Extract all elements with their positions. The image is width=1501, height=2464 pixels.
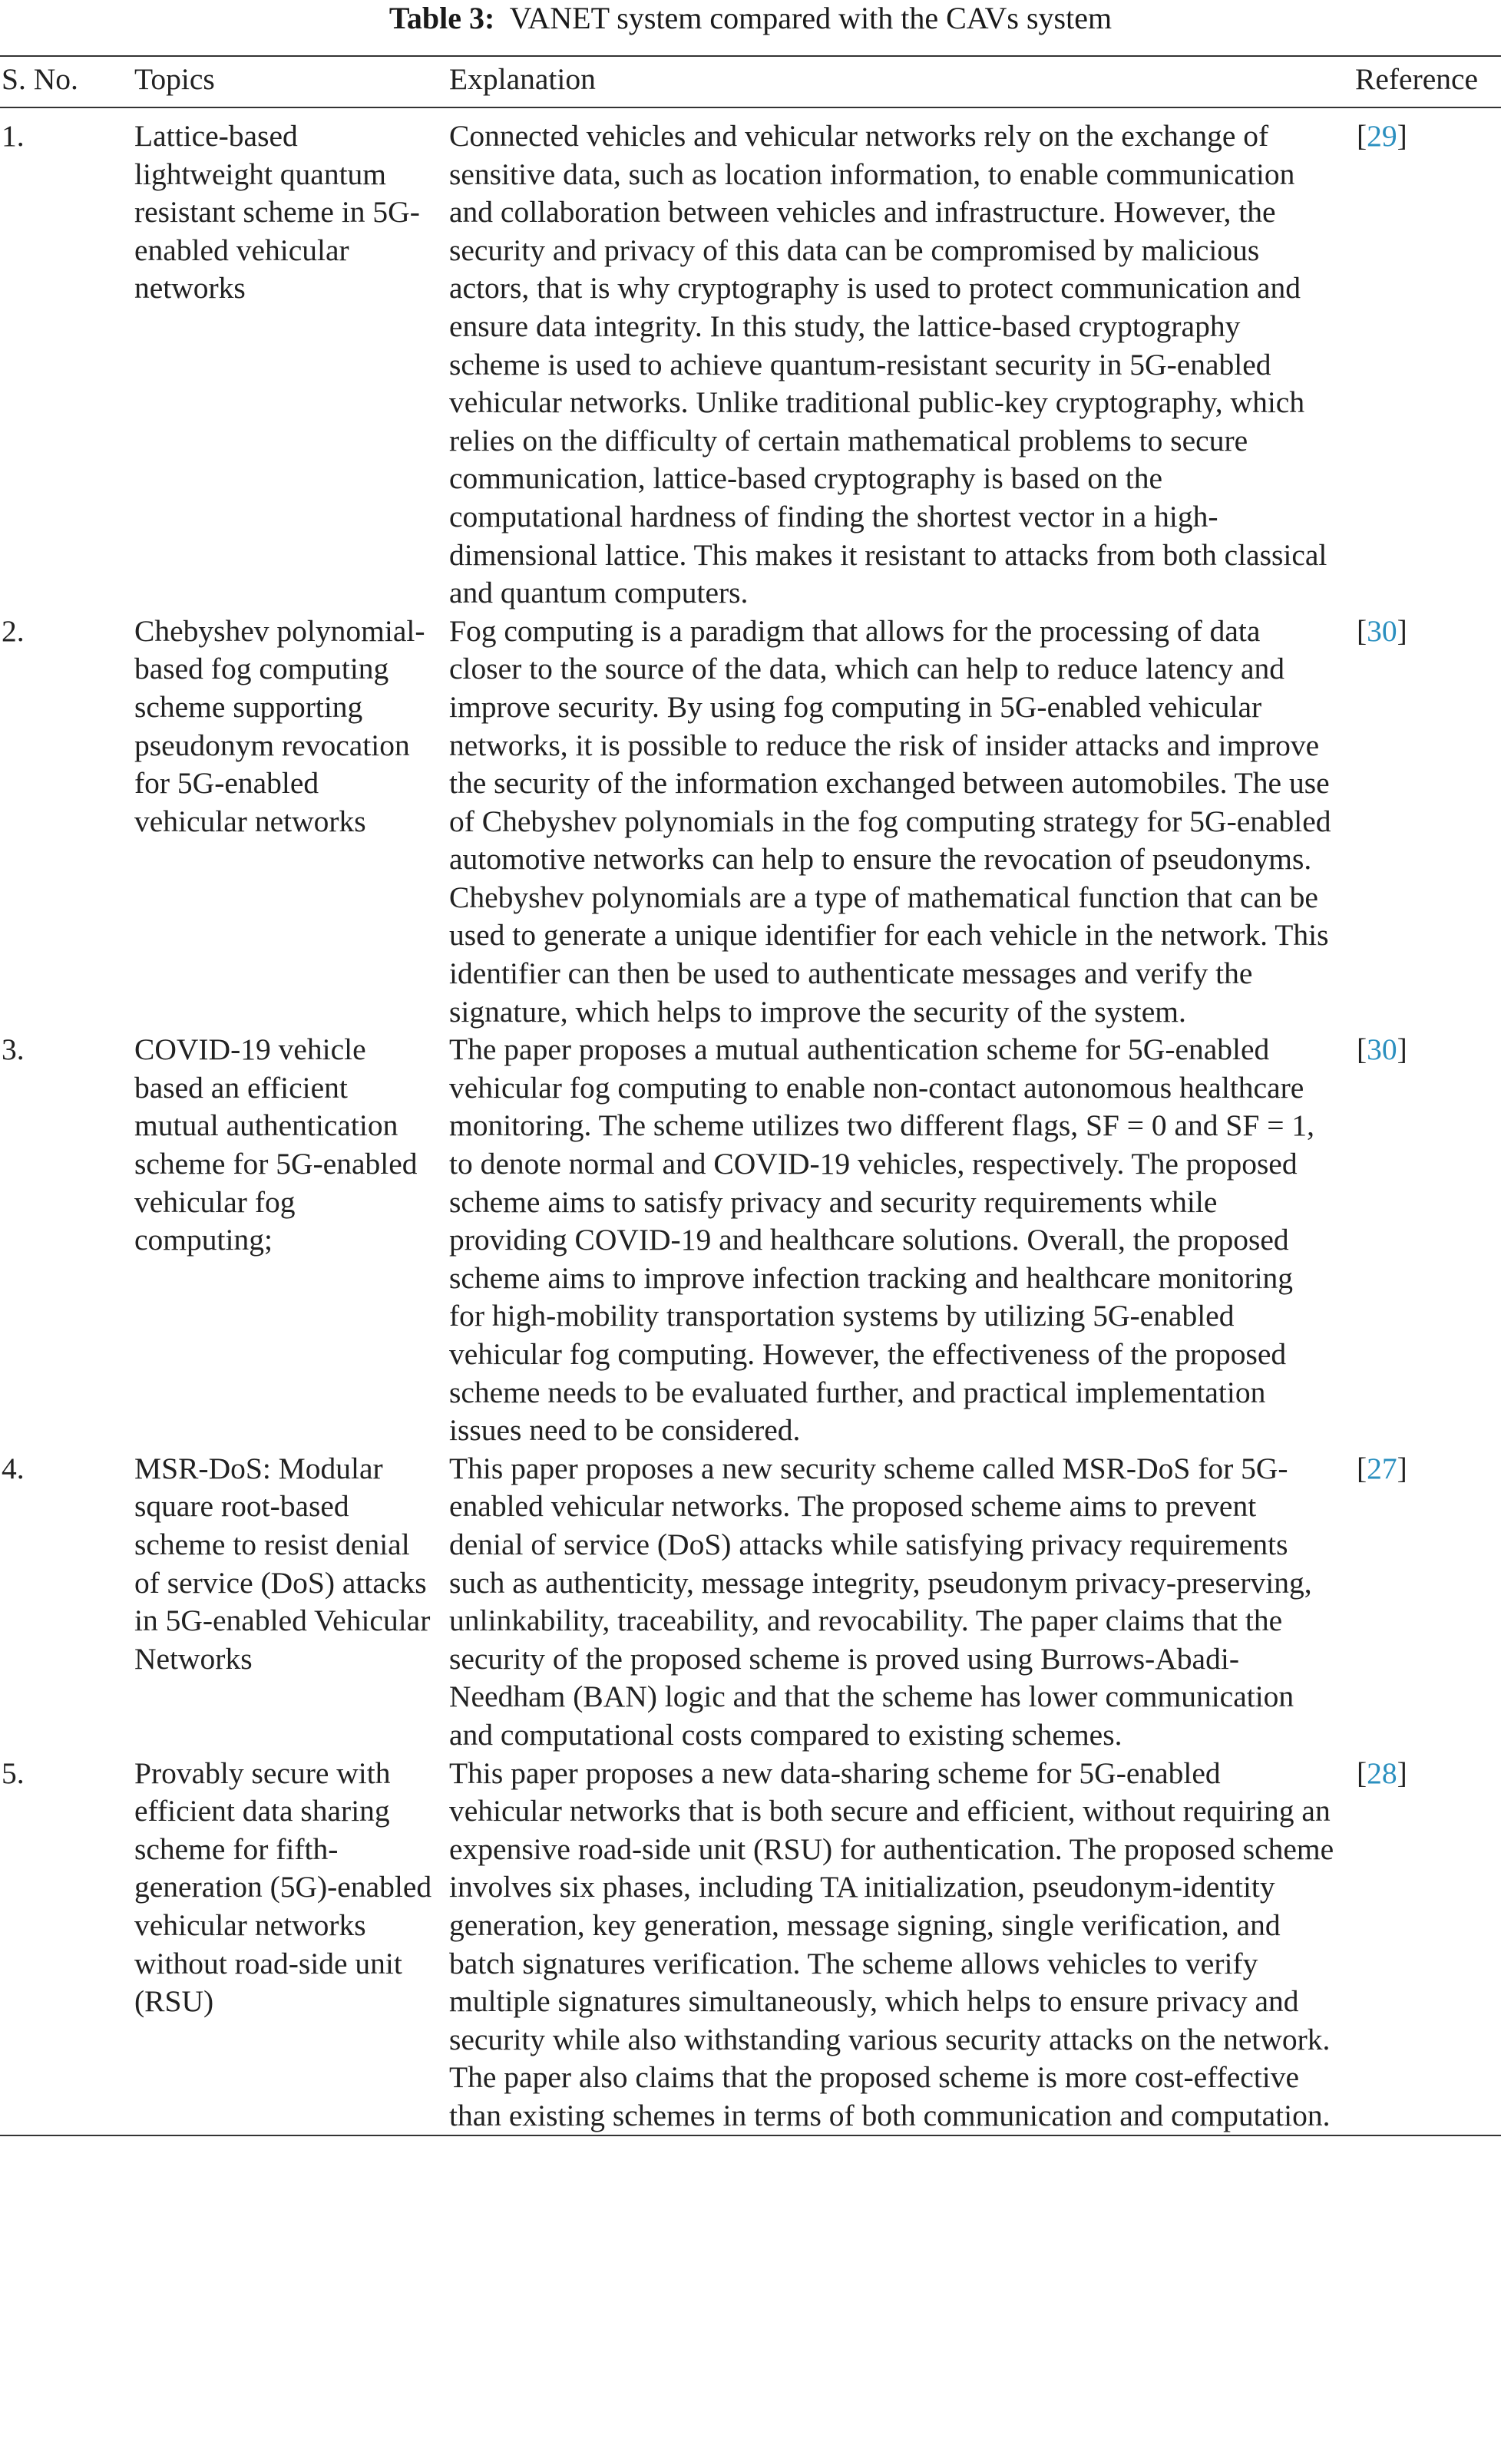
row-number: 2.	[2, 613, 25, 648]
column-header-explanation: Explanation	[449, 62, 596, 96]
row-topic: MSR-DoS: Modular square root-based scheme to resist denial of service (DoS) attacks in 5G-enabled Vehicular Networks	[134, 1451, 431, 1676]
row-reference: [29]	[1357, 119, 1407, 153]
reference-link[interactable]: 29	[1367, 119, 1397, 153]
column-header-topics: Topics	[134, 62, 215, 96]
row-explanation: Fog computing is a paradigm that allows for the processing of data closer to the source of the data, which can help to reduce latency and improve security. By using fog computing in 5G-enabled vehicular networks, it is possible to reduce the risk of insider attacks and improve the security of the information exchanged between automobiles. The use of Chebyshev polynomials in the fog computing strategy for 5G-enabled automotive networks can help to ensure the revocation of pseudonyms. Chebyshev polynomials are a type of mathematical function that can be used to generate a unique identifier for each vehicle in the network. This identifier can then be used to authenticate messages and verify the signature, which helps to improve the security of the system.	[449, 613, 1331, 1029]
table-row	[0, 107, 1501, 613]
reference-link[interactable]: 28	[1367, 1756, 1397, 1790]
row-explanation: Connected vehicles and vehicular networks rely on the exchange of sensitive data, such as location information, to enable communication and collaboration between vehicles and infrastructure. However, the security and privacy of this data can be compromised by malicious actors, that is why cryptography is used to protect communication and ensure data integrity. In this study, the lattice-based cryptography scheme is used to achieve quantum-resistant security in 5G-enabled vehicular networks. Unlike traditional public-key cryptography, which relies on the difficulty of certain mathematical problems to secure communication, lattice-based cryptography is based on the computational hardness of finding the shortest vector in a high-dimensional lattice. This makes it resistant to attacks from both classical and quantum computers.	[449, 119, 1327, 610]
row-explanation: This paper proposes a new data-sharing scheme for 5G-enabled vehicular networks that is both secure and efficient, without requiring an expensive road-side unit (RSU) for authentication. The proposed scheme involves six phases, including TA initialization, pseudonym-identity generation, key generation, message signing, single verification, and batch signatures verification. The scheme allows vehicles to verify multiple signatures simultaneously, which helps to ensure privacy and security while also withstanding various security attacks on the network. The paper also claims that the proposed scheme is more cost-effective than existing schemes in terms of both communication and computation.	[449, 1756, 1334, 2132]
row-topic: Lattice-based lightweight quantum resistant scheme in 5G-enabled vehicular networks	[134, 119, 420, 306]
row-reference: [30]	[1357, 1032, 1407, 1067]
row-reference: [30]	[1357, 613, 1407, 648]
table-row	[0, 1031, 1501, 1450]
row-topic: Chebyshev polynomial-based fog computing scheme supporting pseudonym revocation for 5G-enabled vehicular networks	[134, 613, 425, 838]
table-caption-title: VANET system compared with the CAVs system	[509, 1, 1113, 35]
comparison-table	[0, 55, 1501, 2136]
table-row	[0, 1755, 1501, 2136]
reference-link[interactable]: 30	[1367, 613, 1397, 648]
table-row	[0, 1450, 1501, 1755]
row-topic: COVID-19 vehicle based an efficient mutual authentication scheme for 5G-enabled vehicular fog computing;	[134, 1032, 418, 1257]
row-number: 1.	[2, 119, 25, 153]
reference-link[interactable]: 27	[1367, 1451, 1397, 1485]
row-explanation: This paper proposes a new security scheme called MSR-DoS for 5G-enabled vehicular networks. The proposed scheme aims to prevent denial of service (DoS) attacks while satisfying privacy requirements such as authenticity, message integrity, pseudonym privacy-preserving, unlinkability, traceability, and revocability. The paper claims that the security of the proposed scheme is proved using Burrows-Abadi-Needham (BAN) logic and that the scheme has lower communication and computational costs compared to existing schemes.	[449, 1451, 1312, 1752]
column-header-sno: S. No.	[2, 62, 78, 96]
row-number: 5.	[2, 1756, 25, 1790]
row-reference: [27]	[1357, 1451, 1407, 1485]
row-number: 4.	[2, 1451, 25, 1485]
row-reference: [28]	[1357, 1756, 1407, 1790]
table-row	[0, 613, 1501, 1032]
column-header-reference: Reference	[1355, 62, 1479, 96]
table-caption	[0, 0, 1501, 37]
reference-link[interactable]: 30	[1367, 1032, 1397, 1067]
row-explanation: The paper proposes a mutual authentication scheme for 5G-enabled vehicular fog computing to enable non-contact autonomous healthcare monitoring. The scheme utilizes two different flags, SF = 0 and SF = 1, to denote normal and COVID-19 vehicles, respectively. The proposed scheme aims to satisfy privacy and security requirements while providing COVID-19 and healthcare solutions. Overall, the proposed scheme aims to improve infection tracking and healthcare monitoring for high-mobility transportation systems by utilizing 5G-enabled vehicular fog computing. However, the effectiveness of the proposed scheme needs to be evaluated further, and practical implementation issues need to be considered.	[449, 1032, 1315, 1448]
row-topic: Provably secure with efficient data sharing scheme for fifth-generation (5G)-enabled vehicular networks without road-side unit (RSU)	[134, 1756, 432, 2019]
table-caption-label: Table 3:	[388, 1, 495, 35]
table-header-row	[0, 56, 1501, 107]
row-number: 3.	[2, 1032, 25, 1067]
